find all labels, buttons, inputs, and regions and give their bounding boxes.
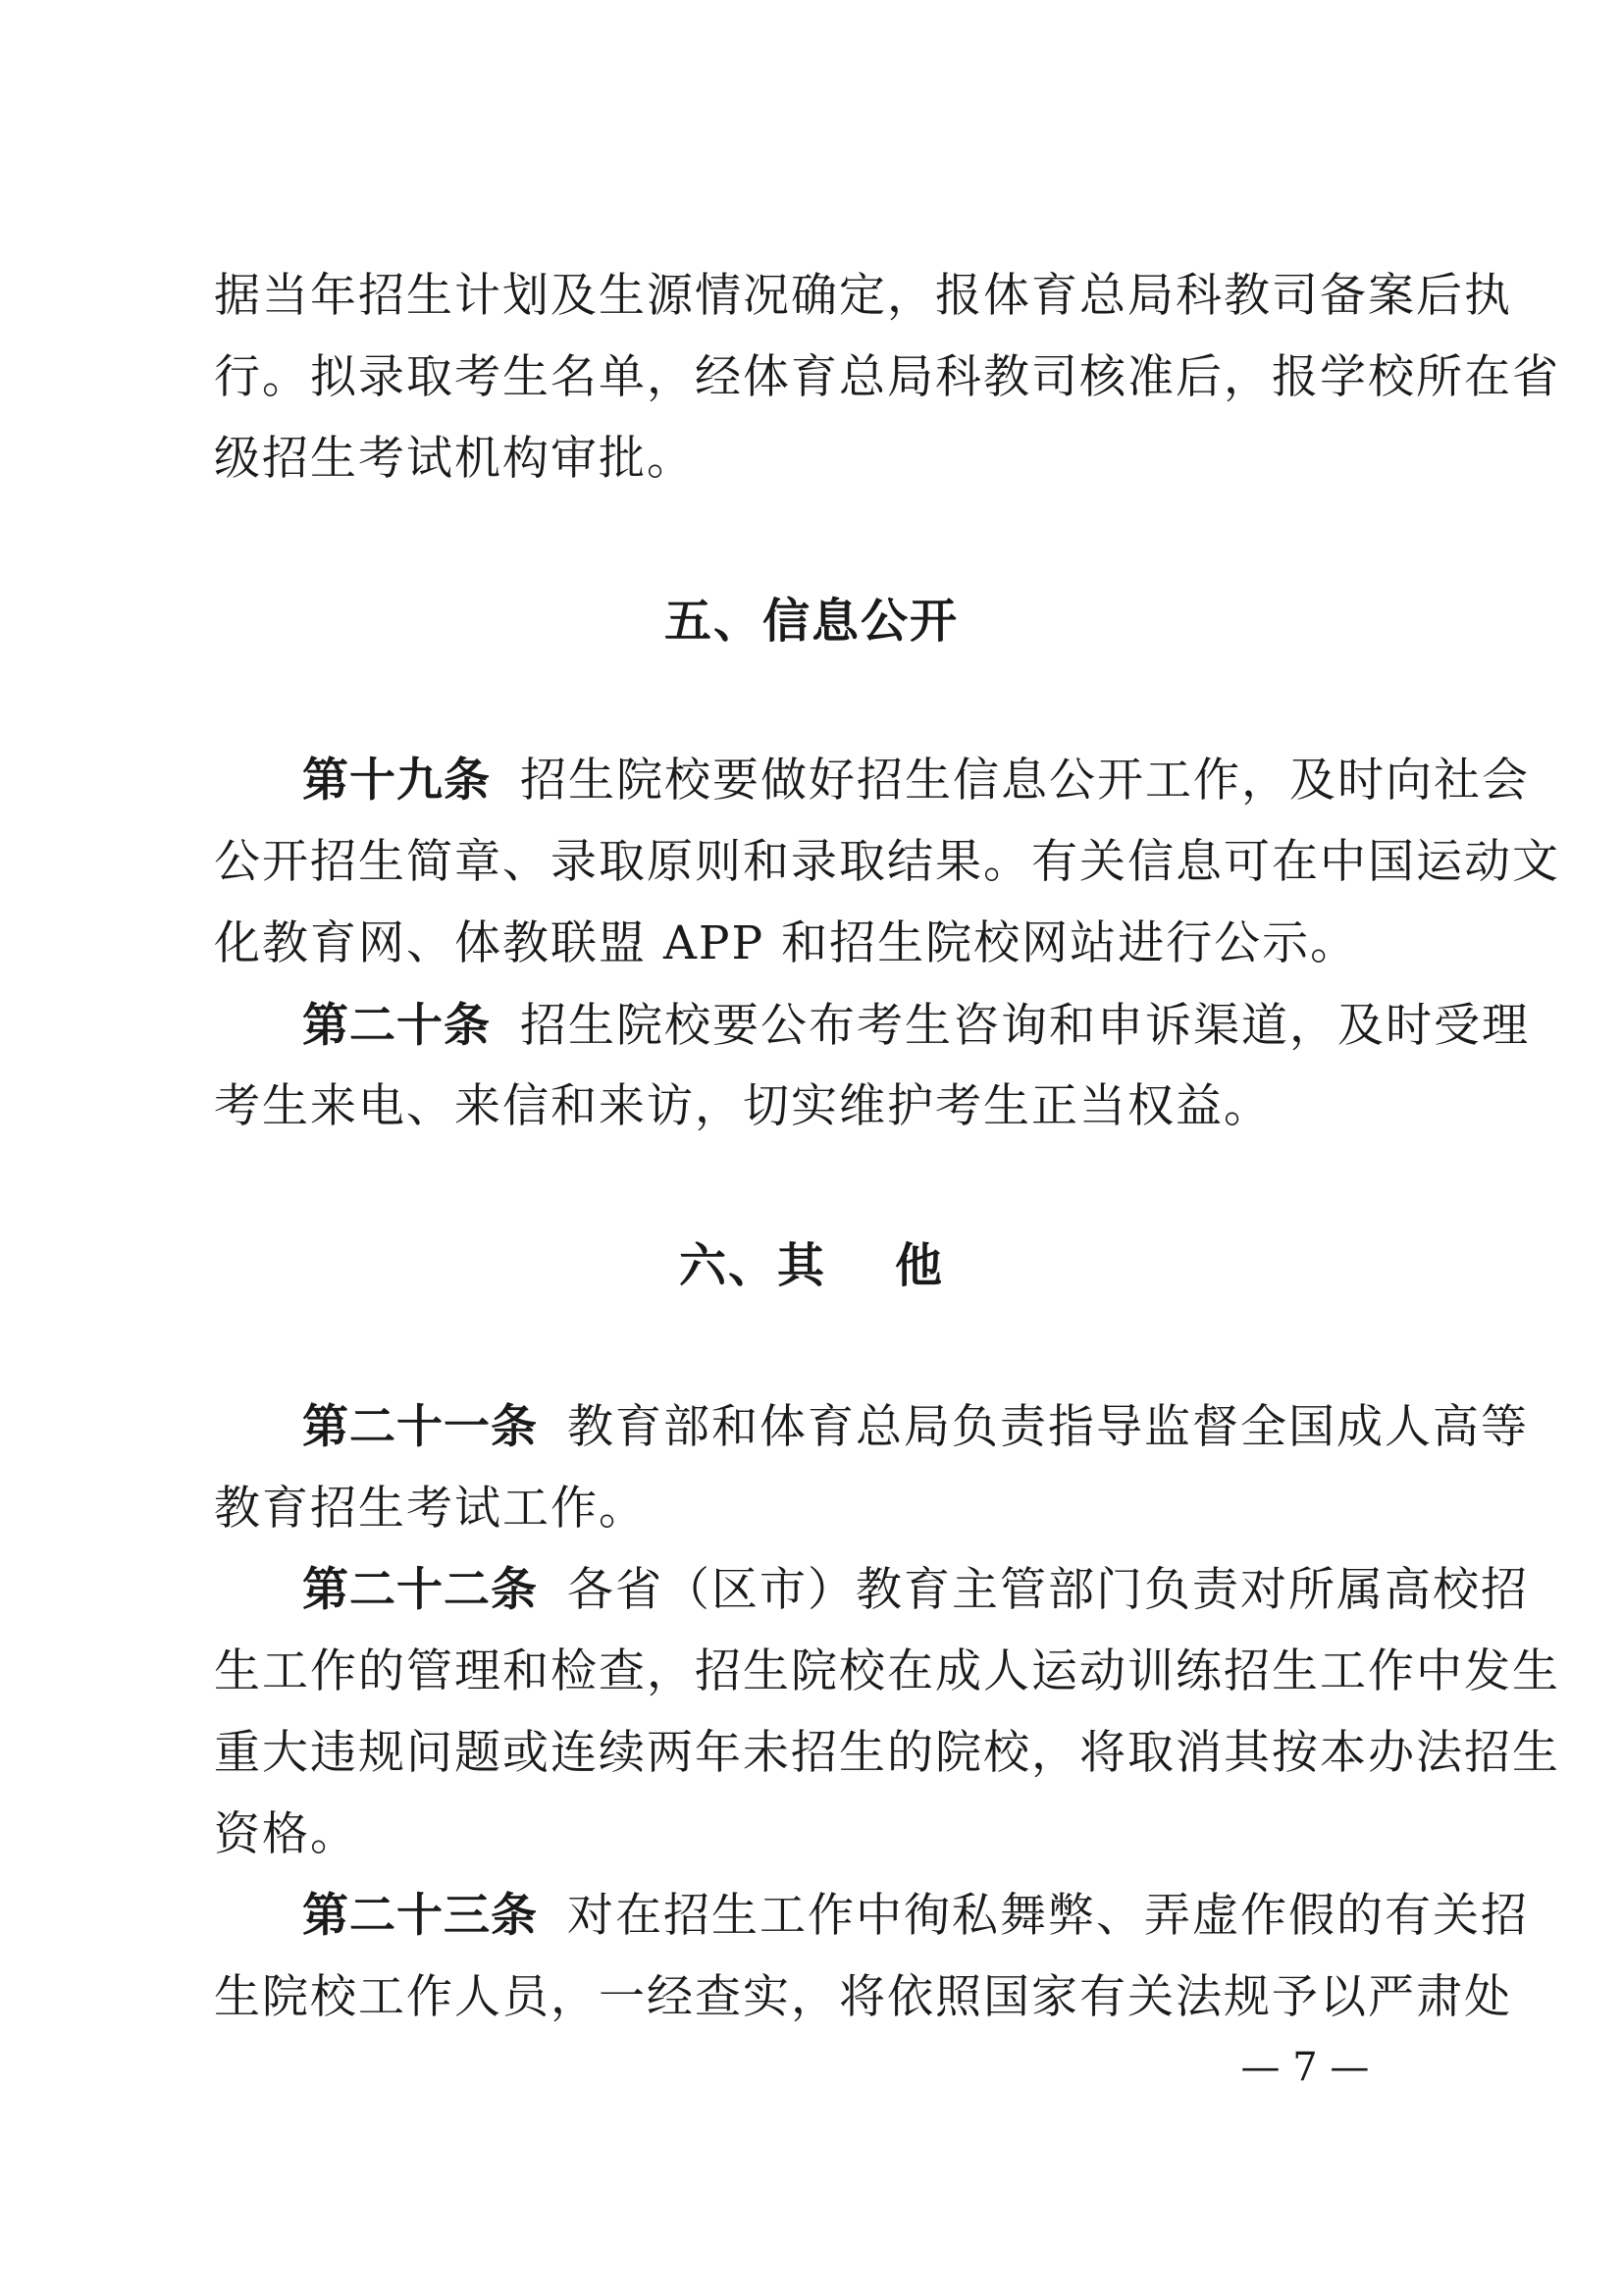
- article-23-text: 对在招生工作中徇私舞弊、弄虚作假的有关招: [567, 1889, 1529, 1943]
- article-21-label: 第二十一条: [302, 1400, 538, 1454]
- article-21-text: 教育部和体育总局负责指导监督全国成人高等: [567, 1400, 1529, 1454]
- paragraph-line: 据当年招生计划及生源情况确定，报体育总局科教司备案后执: [214, 269, 1512, 323]
- paragraph-line: 行。拟录取考生名单，经体育总局科教司核准后，报学校所在省: [214, 350, 1560, 404]
- section-heading-other-part1: 六、其: [678, 1238, 826, 1293]
- article-22-line: [302, 1561, 1529, 1620]
- page-number: — 7 —: [1240, 2045, 1370, 2090]
- section-heading-other: [0, 1236, 1623, 1295]
- article-19-line: [302, 752, 1530, 810]
- article-21-line: [302, 1398, 1529, 1457]
- article-22-text: 各省（区市）教育主管部门负责对所属高校招: [567, 1563, 1529, 1617]
- section-heading-information-disclosure: 五、信息公开: [663, 594, 959, 649]
- paragraph-line: 级招生考试机构审批。: [214, 432, 695, 486]
- paragraph-line: 资格。: [214, 1807, 358, 1861]
- article-20-line: [302, 997, 1530, 1056]
- article-23-line: [302, 1887, 1529, 1946]
- article-20-text: 招生院校要公布考生咨询和申诉渠道，及时受理: [520, 999, 1530, 1053]
- paragraph-line: 生院校工作人员，一经查实，将依照国家有关法规予以严肃处: [214, 1970, 1512, 2024]
- paragraph-line: 教育招生考试工作。: [214, 1482, 647, 1536]
- paragraph-line: 化教育网、体教联盟 APP 和招生院校网站进行公示。: [214, 916, 1359, 970]
- paragraph-line: 公开招生简章、录取原则和录取结果。有关信息可在中国运动文: [214, 835, 1560, 889]
- article-22-label: 第二十二条: [302, 1563, 538, 1617]
- article-20-label: 第二十条: [302, 999, 491, 1053]
- paragraph-line: 重大违规问题或连续两年未招生的院校，将取消其按本办法招生: [214, 1726, 1560, 1780]
- article-19-label: 第十九条: [302, 754, 491, 808]
- paragraph-line: 生工作的管理和检查，招生院校在成人运动训练招生工作中发生: [214, 1644, 1560, 1698]
- article-23-label: 第二十三条: [302, 1889, 538, 1943]
- paragraph-line: 考生来电、来信和来访，切实维护考生正当权益。: [214, 1079, 1272, 1133]
- article-19-text: 招生院校要做好招生信息公开工作，及时向社会: [520, 754, 1530, 808]
- section-heading-other-part2: 他: [895, 1238, 945, 1293]
